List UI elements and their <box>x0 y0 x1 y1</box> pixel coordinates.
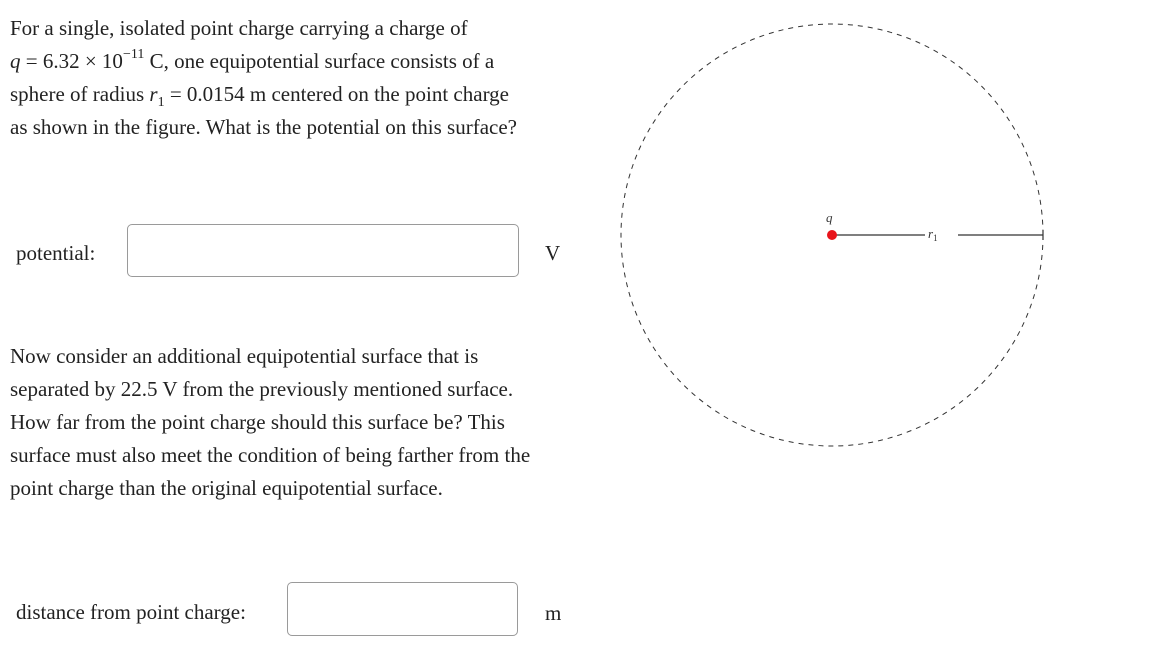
q-symbol: q <box>10 49 21 73</box>
point-charge <box>827 230 837 240</box>
radius-label <box>928 226 938 243</box>
q2-line-3: How far from the point charge should this surface be? This <box>10 410 505 434</box>
q2-line-1: Now consider an additional equipotential surface that is <box>10 344 479 368</box>
q1-line-3-rest: = 0.0154 m centered on the point charge <box>164 82 510 106</box>
q1-line-1: For a single, isolated point charge carrying a charge of <box>10 16 468 40</box>
radius-label-r: r <box>928 226 934 241</box>
q2-line-2: separated by 22.5 V from the previously mentioned surface. <box>10 377 514 401</box>
q2-line-5: point charge than the original equipotential surface. <box>10 476 443 500</box>
q1-line-2-rest: C, one equipotential surface consists of a <box>144 49 495 73</box>
charge-label: q <box>826 210 833 225</box>
q1-line-3-start: sphere of radius <box>10 82 150 106</box>
distance-unit: m <box>545 601 562 625</box>
potential-unit: V <box>545 241 561 265</box>
q-equals: = 6.32 × 10 <box>20 49 123 73</box>
q-exponent: −11 <box>122 47 145 62</box>
q1-line-4: as shown in the figure. What is the potential on this surface? <box>10 115 517 139</box>
distance-label: distance from point charge: <box>16 600 246 624</box>
q2-line-4: surface must also meet the condition of being farther from the <box>10 443 531 467</box>
r-symbol: r <box>149 82 158 106</box>
radius-label-sub: 1 <box>933 233 938 243</box>
potential-label: potential: <box>16 241 96 265</box>
r-subscript: 1 <box>157 95 165 111</box>
